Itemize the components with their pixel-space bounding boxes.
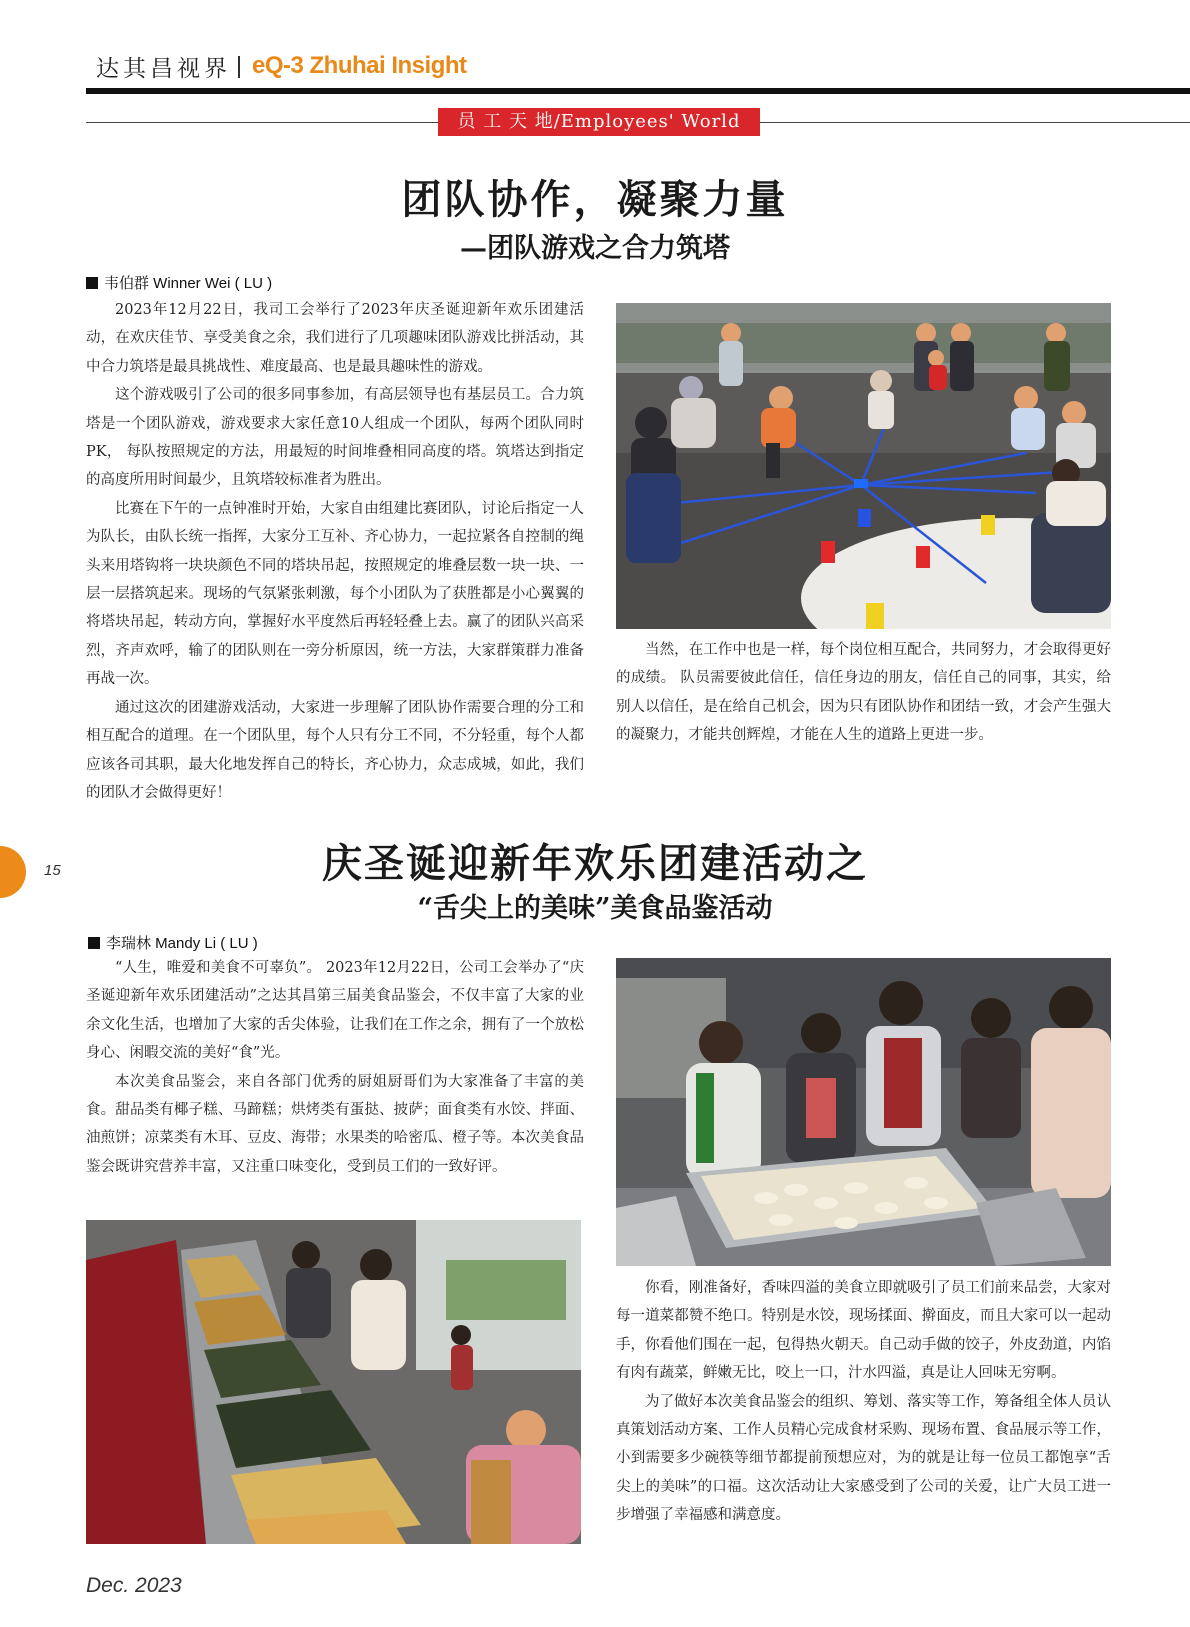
article1-title: 团队协作，凝聚力量 bbox=[401, 176, 789, 223]
header-separator: | bbox=[236, 52, 242, 78]
magazine-title-en: eQ-3 Zhuhai Insight bbox=[252, 52, 467, 79]
food-buffet-photo bbox=[86, 1220, 581, 1544]
bullet-square-icon bbox=[86, 277, 98, 289]
article1-author bbox=[86, 272, 272, 293]
tower-game-photo bbox=[616, 303, 1111, 629]
article2-author bbox=[88, 932, 258, 953]
section-tag: 员 工 天 地/Employees' World bbox=[438, 108, 760, 136]
article1-paragraph: 当然，在工作中也是一样，每个岗位相互配合，共同努力，才会取得更好的成绩。 队员需要彼此信任，信任身边的朋友，信任自己的同事，其实，给别人以信任，是在给自己机会，因为只有团队协作和团结一致，才会产生强大的凝聚力，才能共创辉煌，才能在人生的道路上更进一步。 bbox=[616, 642, 1111, 744]
article2-paragraph: “人生，唯爱和美食不可辜负”。 2023年12月22日，公司工会举办了“庆圣诞迎新年欢乐团建活动”之达其昌第三届美食品鉴会，不仅丰富了大家的业余文化生活，也增加了大家的舌尖体验，让我们在工作之余，拥有了一个放松身心、闲暇交流的美好“食”光。 bbox=[86, 960, 584, 1062]
issue-date: Dec. 2023 bbox=[86, 1574, 182, 1597]
article1-subtitle: —团队游戏之合力筑塔 bbox=[460, 233, 730, 264]
article1-right-column bbox=[616, 636, 1111, 750]
article2-paragraph: 为了做好本次美食品鉴会的组织、筹划、落实等工作，筹备组全体人员认真策划活动方案、工作人员精心完成食材采购、现场布置、食品展示等工作，小到需要多少碗筷等细节都提前预想应对，为的就是让每一位员工都饱享“舌尖上的美味”的口福。这次活动让大家感受到了公司的关爱，让广大员工进一步增强了幸福感和满意度。 bbox=[616, 1393, 1111, 1524]
dumpling-making-photo bbox=[616, 958, 1111, 1266]
article1-left-column bbox=[86, 296, 584, 807]
tower-game-illustration bbox=[616, 303, 1111, 629]
header-rule bbox=[86, 88, 1190, 94]
article1-paragraph: 比赛在下午的一点钟准时开始，大家自由组建比赛团队，讨论后指定一人为队长，由队长统一指挥，大家分工互补、齐心协力，一起拉紧各自控制的绳头来用塔钩将一块块颜色不同的塔块吊起，按照规定的堆叠层数一块一块、一层一层搭筑起来。现场的气氛紧张刺激，每个小团队为了获胜都是小心翼翼的将塔块吊起，转动方向，掌握好水平度然后再轻轻叠上去。赢了的团队兴高采烈，齐声欢呼，输了的团队则在一旁分析原因，统一方法，大家群策群力准备再战一次。 bbox=[86, 500, 584, 688]
article1-paragraph: 这个游戏吸引了公司的很多同事参加，有高层领导也有基层员工。合力筑塔是一个团队游戏，游戏要求大家任意10人组成一个团队，每两个团队同时PK， 每队按照规定的方法，用最短的时间堆叠相同高度的塔。筑塔达到指定的高度所用时间最少，且筑塔较标准者为胜出。 bbox=[86, 387, 584, 489]
article2-left-column bbox=[86, 954, 584, 1181]
article1-paragraph: 2023年12月22日，我司工会举行了2023年庆圣诞迎新年欢乐团建活动，在欢庆佳节、享受美食之余，我们进行了几项趣味团队游戏比拼活动，其中合力筑塔是最具挑战性、难度最高、也是最具趣味性的游戏。 bbox=[86, 302, 584, 375]
magazine-title-cn: 达其昌视界 bbox=[96, 56, 231, 82]
article2-right-column bbox=[616, 1274, 1111, 1530]
article2-title: 庆圣诞迎新年欢乐团建活动之 bbox=[322, 840, 868, 887]
article2-paragraph: 本次美食品鉴会，来自各部门优秀的厨姐厨哥们为大家准备了丰富的美食。甜品类有椰子糕、马蹄糕；烘烤类有蛋挞、披萨；面食类有水饺、拌面、油煎饼；凉菜类有木耳、豆皮、海带；水果类的哈密瓜、橙子等。本次美食品鉴会既讲究营养丰富，又注重口味变化，受到员工们的一致好评。 bbox=[86, 1073, 584, 1175]
bullet-square-icon bbox=[88, 937, 100, 949]
article1-author-name: 韦伯群 Winner Wei ( LU ) bbox=[104, 275, 273, 292]
dumpling-making-illustration bbox=[616, 958, 1111, 1266]
article2-paragraph: 你看，刚准备好，香味四溢的美食立即就吸引了员工们前来品尝，大家对每一道菜都赞不绝口。特别是水饺，现场揉面、擀面皮，而且大家可以一起动手，你看他们围在一起，包得热火朝天。自己动手做的饺子，外皮劲道，内馅有肉有蔬菜，鲜嫩无比，咬上一口，汁水四溢，真是让人回味无穷啊。 bbox=[616, 1280, 1111, 1382]
food-buffet-illustration bbox=[86, 1220, 581, 1544]
page-number: 15 bbox=[44, 862, 61, 879]
article2-author-name: 李瑞林 Mandy Li ( LU ) bbox=[106, 935, 258, 952]
article2-subtitle: “舌尖上的美味”美食品鉴活动 bbox=[417, 893, 773, 924]
article1-paragraph: 通过这次的团建游戏活动，大家进一步理解了团队协作需要合理的分工和相互配合的道理。在一个团队里，每个人只有分工不同，不分轻重，每个人都应该各司其职，最大化地发挥自己的特长，齐心协力，众志成城，如此，我们的团队才会做得更好！ bbox=[86, 699, 584, 801]
